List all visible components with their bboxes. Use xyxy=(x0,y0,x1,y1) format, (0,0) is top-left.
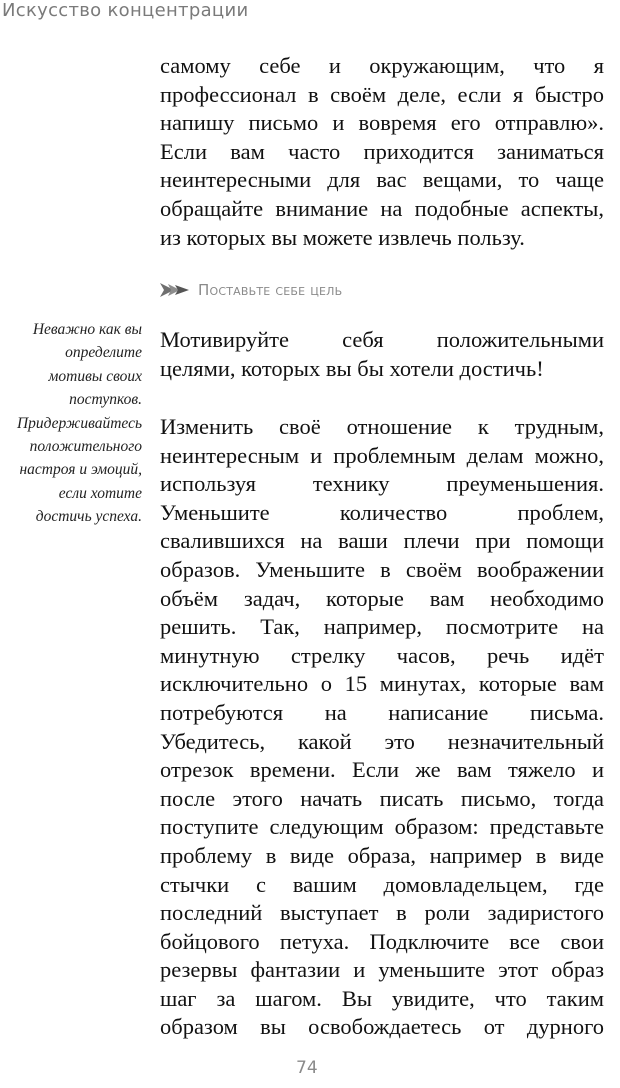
section-title: Поставьте себе цель xyxy=(198,281,343,299)
running-header: Искусство концентрации xyxy=(2,0,249,21)
text-line: Если вам часто приходится заниматься xyxy=(160,138,604,164)
margin-note-line: Неважно как вы xyxy=(32,321,142,338)
text-line: Уменьшите количество проблем, xyxy=(160,499,604,525)
paragraph-technique xyxy=(160,413,604,1042)
text-line: поступите следующим образом: представьте xyxy=(160,814,604,840)
text-line: минутную стрелку часов, речь идёт xyxy=(160,642,604,668)
text-line: неинтересным и проблемным делам можно, xyxy=(160,442,604,468)
margin-note-line: достичь успеха. xyxy=(35,508,142,526)
paragraph-continuation xyxy=(160,52,604,252)
text-line: образом вы освобождаетесь от дурного xyxy=(160,1014,604,1040)
text-line: целями, которых вы бы хотели достичь! xyxy=(160,355,544,381)
margin-note-line: настроя и эмоций, xyxy=(19,461,142,479)
text-line: шаг за шагом. Вы увидите, что таким xyxy=(160,985,604,1011)
text-line: бойцового петуха. Подключите все свои xyxy=(160,928,604,954)
margin-note-line: мотивы своих xyxy=(48,367,142,385)
text-line: резервы фантазии и уменьшите этот образ xyxy=(160,957,604,983)
text-line: Изменить своё отношение к трудным, xyxy=(160,414,604,439)
arrow-icon xyxy=(160,281,190,299)
margin-note-line: определите xyxy=(65,344,142,362)
text-line: свалившихся на ваши плечи при помощи xyxy=(160,528,604,554)
page-number: 74 xyxy=(296,1058,318,1078)
text-line: Убедитесь, какой это незначительный xyxy=(160,728,604,754)
text-line: профессионал в своём деле, если я быстро xyxy=(160,81,604,107)
text-line: последний выступает в роли задиристого xyxy=(160,900,604,926)
text-line: исключительно о 15 минутах, которые вам xyxy=(160,671,604,697)
section-heading xyxy=(160,276,342,304)
margin-note-line: если хотите xyxy=(58,484,142,502)
text-line: самому себе и окружающим, что я xyxy=(160,53,604,78)
text-line: объём задач, которые вам необходимо xyxy=(160,585,604,611)
paragraph-motivation xyxy=(160,326,604,383)
text-line: из которых вы можете извлечь пользу. xyxy=(160,224,525,250)
text-line: неинтересными для вас вещами, то чаще xyxy=(160,167,604,193)
text-line: проблему в виде образа, например в виде xyxy=(160,842,604,868)
text-line: образов. Уменьшите в своём воображении xyxy=(160,556,604,582)
text-line: решить. Так, например, посмотрите на xyxy=(160,614,604,640)
text-line: напишу письмо и вовремя его отправлю». xyxy=(160,110,604,136)
margin-note-line: поступков. xyxy=(69,391,142,409)
text-line: Мотивируйте себя положительными xyxy=(160,327,604,352)
text-line: обращайте внимание на подобные аспекты, xyxy=(160,195,604,221)
margin-note-line: положительного xyxy=(29,438,142,456)
margin-note xyxy=(0,318,142,529)
text-line: отрезок времени. Если же вам тяжело и xyxy=(160,757,604,783)
text-line: используя технику преуменьшения. xyxy=(160,471,604,497)
text-line: потребуются на написание письма. xyxy=(160,699,604,725)
text-line: стычки с вашим домовладельцем, где xyxy=(160,871,604,897)
margin-note-line: Придерживайтесь xyxy=(16,414,142,432)
text-line: после этого начать писать письмо, тогда xyxy=(160,785,604,811)
